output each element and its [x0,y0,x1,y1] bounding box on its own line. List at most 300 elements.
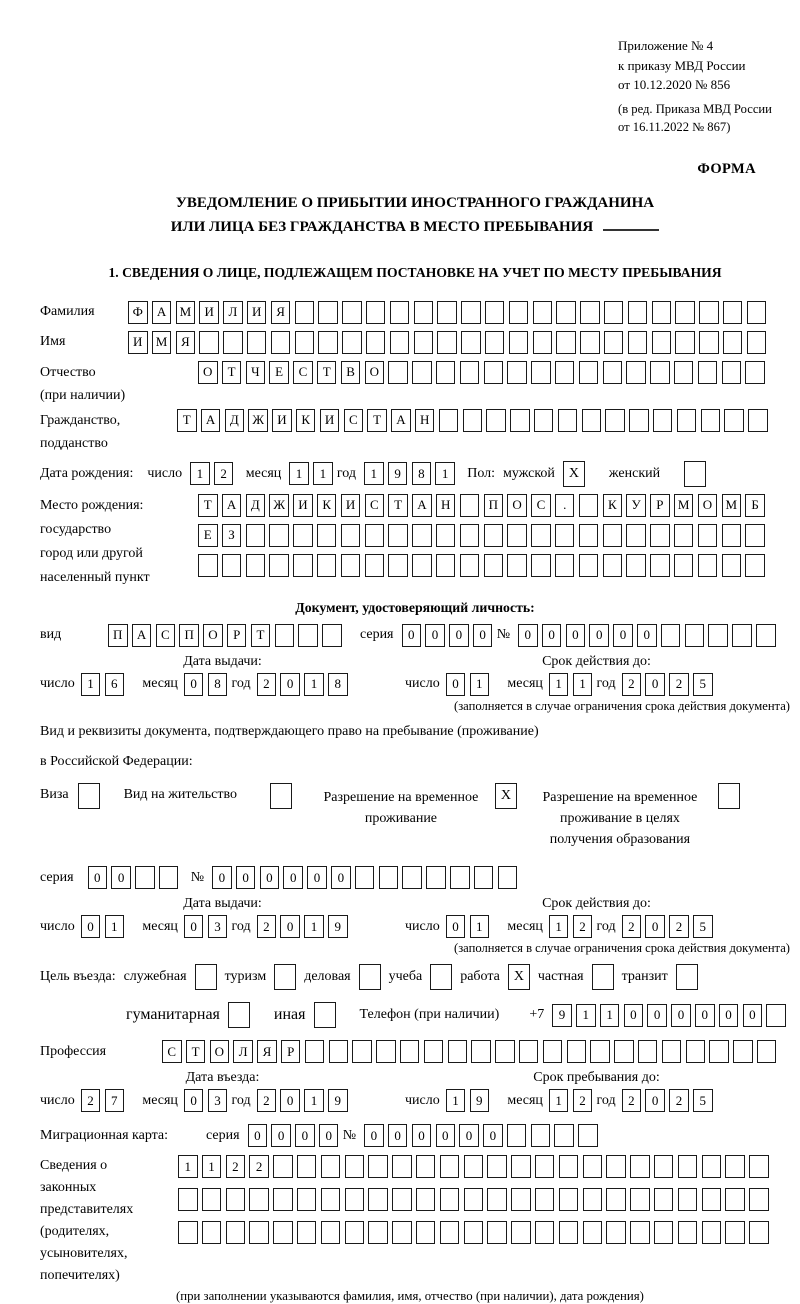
char-cell[interactable] [388,554,408,577]
char-cell[interactable]: Т [388,494,408,517]
char-cell[interactable] [298,624,318,647]
char-cell[interactable] [269,524,289,547]
char-cell[interactable] [365,554,385,577]
char-cell[interactable]: О [203,624,223,647]
char-cell[interactable] [629,409,649,432]
char-cell[interactable] [222,554,242,577]
char-cell[interactable] [400,1040,420,1063]
char-cell[interactable] [675,301,695,324]
char-cell[interactable]: 0 [695,1004,715,1027]
char-cell[interactable] [766,1004,786,1027]
transit-checkbox[interactable] [676,964,698,990]
residence-permit-checkbox[interactable] [270,783,292,809]
char-cell[interactable] [273,1221,293,1244]
char-cell[interactable] [392,1221,412,1244]
char-cell[interactable]: Л [233,1040,253,1063]
char-cell[interactable] [614,1040,634,1063]
char-cell[interactable]: 2 [622,1089,642,1112]
char-cell[interactable]: 1 [549,673,569,696]
char-cell[interactable]: 0 [425,624,445,647]
char-cell[interactable]: О [210,1040,230,1063]
char-cell[interactable] [345,1188,365,1211]
char-cell[interactable]: 0 [184,915,204,938]
char-cell[interactable] [390,331,410,354]
char-cell[interactable]: С [156,624,176,647]
char-cell[interactable]: 0 [542,624,562,647]
char-cell[interactable]: 0 [645,1089,665,1112]
char-cell[interactable]: 0 [271,1124,291,1147]
char-cell[interactable] [678,1188,698,1211]
char-cell[interactable] [583,1155,603,1178]
char-cell[interactable] [678,1221,698,1244]
char-cell[interactable]: И [199,301,219,324]
char-cell[interactable]: 0 [184,1089,204,1112]
char-cell[interactable] [436,554,456,577]
char-cell[interactable] [341,524,361,547]
char-cell[interactable]: 0 [645,673,665,696]
char-cell[interactable] [606,1221,626,1244]
char-cell[interactable] [461,331,481,354]
char-cell[interactable] [487,1155,507,1178]
char-cell[interactable] [507,524,527,547]
char-cell[interactable]: 8 [328,673,348,696]
char-cell[interactable]: 1 [178,1155,198,1178]
char-cell[interactable] [699,331,719,354]
study-checkbox[interactable] [430,964,452,990]
char-cell[interactable] [604,301,624,324]
char-cell[interactable]: О [198,361,218,384]
char-cell[interactable]: 2 [622,673,642,696]
business-checkbox[interactable] [359,964,381,990]
char-cell[interactable]: П [108,624,128,647]
char-cell[interactable] [507,554,527,577]
char-cell[interactable] [368,1188,388,1211]
char-cell[interactable] [579,494,599,517]
char-cell[interactable] [355,866,375,889]
char-cell[interactable] [416,1155,436,1178]
char-cell[interactable] [723,301,743,324]
char-cell[interactable]: 2 [573,915,593,938]
char-cell[interactable] [318,301,338,324]
char-cell[interactable] [698,554,718,577]
char-cell[interactable] [485,331,505,354]
char-cell[interactable] [509,331,529,354]
char-cell[interactable]: 5 [693,673,713,696]
char-cell[interactable] [638,1040,658,1063]
char-cell[interactable]: 1 [304,915,324,938]
temp-residence-checkbox[interactable]: X [495,783,517,809]
char-cell[interactable] [271,331,291,354]
char-cell[interactable]: М [176,301,196,324]
char-cell[interactable] [440,1188,460,1211]
char-cell[interactable] [295,331,315,354]
char-cell[interactable]: Т [177,409,197,432]
char-cell[interactable]: Е [198,524,218,547]
char-cell[interactable]: К [296,409,316,432]
char-cell[interactable] [757,1040,777,1063]
char-cell[interactable]: 0 [331,866,351,889]
char-cell[interactable]: Б [745,494,765,517]
char-cell[interactable] [321,1188,341,1211]
char-cell[interactable] [511,1188,531,1211]
char-cell[interactable]: 0 [637,624,657,647]
char-cell[interactable]: 0 [280,1089,300,1112]
char-cell[interactable] [390,301,410,324]
char-cell[interactable] [626,554,646,577]
char-cell[interactable] [464,1188,484,1211]
char-cell[interactable] [424,1040,444,1063]
char-cell[interactable]: 0 [624,1004,644,1027]
char-cell[interactable] [555,361,575,384]
char-cell[interactable] [487,1188,507,1211]
char-cell[interactable]: А [412,494,432,517]
char-cell[interactable] [474,866,494,889]
char-cell[interactable]: 1 [470,915,490,938]
char-cell[interactable]: 0 [248,1124,268,1147]
char-cell[interactable] [178,1188,198,1211]
char-cell[interactable]: 1 [202,1155,222,1178]
char-cell[interactable]: Д [246,494,266,517]
char-cell[interactable] [626,524,646,547]
char-cell[interactable] [426,866,446,889]
char-cell[interactable] [580,301,600,324]
char-cell[interactable]: 0 [647,1004,667,1027]
char-cell[interactable]: 1 [304,673,324,696]
char-cell[interactable] [305,1040,325,1063]
char-cell[interactable] [275,624,295,647]
char-cell[interactable] [533,301,553,324]
char-cell[interactable]: Ч [246,361,266,384]
char-cell[interactable] [590,1040,610,1063]
char-cell[interactable] [535,1221,555,1244]
char-cell[interactable] [293,554,313,577]
char-cell[interactable] [604,331,624,354]
char-cell[interactable] [745,554,765,577]
char-cell[interactable] [322,624,342,647]
char-cell[interactable] [724,409,744,432]
char-cell[interactable] [440,1155,460,1178]
char-cell[interactable] [510,409,530,432]
char-cell[interactable] [485,301,505,324]
char-cell[interactable]: 0 [307,866,327,889]
char-cell[interactable]: 1 [600,1004,620,1027]
char-cell[interactable] [461,301,481,324]
char-cell[interactable] [732,624,752,647]
char-cell[interactable] [342,301,362,324]
char-cell[interactable]: Р [281,1040,301,1063]
char-cell[interactable] [606,1155,626,1178]
char-cell[interactable] [392,1155,412,1178]
char-cell[interactable] [578,1124,598,1147]
char-cell[interactable] [603,361,623,384]
char-cell[interactable] [329,1040,349,1063]
char-cell[interactable] [650,361,670,384]
char-cell[interactable]: Н [436,494,456,517]
char-cell[interactable] [725,1221,745,1244]
char-cell[interactable]: 0 [412,1124,432,1147]
char-cell[interactable] [699,301,719,324]
char-cell[interactable] [507,361,527,384]
char-cell[interactable]: 0 [446,673,466,696]
char-cell[interactable] [531,361,551,384]
char-cell[interactable] [297,1221,317,1244]
char-cell[interactable] [246,554,266,577]
char-cell[interactable] [606,1188,626,1211]
char-cell[interactable] [675,331,695,354]
char-cell[interactable] [345,1155,365,1178]
char-cell[interactable]: 3 [208,1089,228,1112]
char-cell[interactable]: 1 [549,915,569,938]
visa-checkbox[interactable] [78,783,100,809]
char-cell[interactable] [317,524,337,547]
female-checkbox[interactable] [684,461,706,487]
char-cell[interactable] [436,524,456,547]
char-cell[interactable]: 9 [328,1089,348,1112]
char-cell[interactable] [498,866,518,889]
char-cell[interactable] [580,331,600,354]
char-cell[interactable]: 0 [459,1124,479,1147]
char-cell[interactable]: 0 [111,866,131,889]
char-cell[interactable]: 1 [364,462,384,485]
char-cell[interactable]: С [344,409,364,432]
char-cell[interactable] [437,301,457,324]
char-cell[interactable]: К [317,494,337,517]
char-cell[interactable]: С [162,1040,182,1063]
char-cell[interactable] [654,1221,674,1244]
char-cell[interactable]: Л [223,301,243,324]
char-cell[interactable] [662,1040,682,1063]
char-cell[interactable] [685,624,705,647]
char-cell[interactable] [226,1188,246,1211]
char-cell[interactable] [628,301,648,324]
char-cell[interactable]: Е [269,361,289,384]
char-cell[interactable] [556,331,576,354]
char-cell[interactable]: 1 [576,1004,596,1027]
char-cell[interactable] [630,1188,650,1211]
char-cell[interactable]: 2 [257,673,277,696]
char-cell[interactable]: 0 [280,673,300,696]
private-checkbox[interactable] [592,964,614,990]
char-cell[interactable] [722,554,742,577]
char-cell[interactable] [471,1040,491,1063]
char-cell[interactable]: 3 [208,915,228,938]
char-cell[interactable]: 1 [549,1089,569,1112]
char-cell[interactable] [702,1221,722,1244]
char-cell[interactable]: 0 [388,1124,408,1147]
char-cell[interactable] [535,1188,555,1211]
char-cell[interactable] [388,361,408,384]
char-cell[interactable]: И [247,301,267,324]
temp-residence-education-checkbox[interactable] [718,783,740,809]
char-cell[interactable] [135,866,155,889]
char-cell[interactable]: Т [186,1040,206,1063]
char-cell[interactable]: 1 [190,462,210,485]
char-cell[interactable]: 0 [283,866,303,889]
char-cell[interactable]: 0 [436,1124,456,1147]
char-cell[interactable] [533,331,553,354]
char-cell[interactable]: 0 [295,1124,315,1147]
char-cell[interactable] [198,554,218,577]
char-cell[interactable] [223,331,243,354]
char-cell[interactable] [603,554,623,577]
char-cell[interactable] [246,524,266,547]
char-cell[interactable]: 0 [319,1124,339,1147]
char-cell[interactable] [653,409,673,432]
char-cell[interactable] [159,866,179,889]
char-cell[interactable] [567,1040,587,1063]
char-cell[interactable] [722,524,742,547]
char-cell[interactable]: С [365,494,385,517]
char-cell[interactable]: 0 [364,1124,384,1147]
char-cell[interactable] [321,1221,341,1244]
char-cell[interactable] [652,331,672,354]
char-cell[interactable] [402,866,422,889]
char-cell[interactable] [379,866,399,889]
tourism-checkbox[interactable] [274,964,296,990]
char-cell[interactable] [678,1155,698,1178]
char-cell[interactable] [630,1155,650,1178]
char-cell[interactable] [460,361,480,384]
char-cell[interactable]: М [722,494,742,517]
char-cell[interactable]: С [531,494,551,517]
char-cell[interactable] [412,554,432,577]
char-cell[interactable] [559,1221,579,1244]
char-cell[interactable]: С [293,361,313,384]
char-cell[interactable] [630,1221,650,1244]
char-cell[interactable]: 9 [388,462,408,485]
char-cell[interactable] [559,1188,579,1211]
char-cell[interactable]: . [555,494,575,517]
char-cell[interactable]: Т [367,409,387,432]
char-cell[interactable] [345,1221,365,1244]
char-cell[interactable]: 2 [249,1155,269,1178]
char-cell[interactable] [460,494,480,517]
char-cell[interactable] [555,524,575,547]
char-cell[interactable]: 1 [81,673,101,696]
char-cell[interactable]: И [293,494,313,517]
char-cell[interactable] [376,1040,396,1063]
char-cell[interactable] [368,1221,388,1244]
char-cell[interactable]: 1 [313,462,333,485]
char-cell[interactable]: 0 [184,673,204,696]
char-cell[interactable]: К [603,494,623,517]
char-cell[interactable] [414,331,434,354]
char-cell[interactable]: У [626,494,646,517]
char-cell[interactable]: 0 [671,1004,691,1027]
char-cell[interactable] [273,1155,293,1178]
char-cell[interactable]: И [128,331,148,354]
char-cell[interactable] [749,1221,769,1244]
char-cell[interactable]: 8 [412,462,432,485]
char-cell[interactable] [273,1188,293,1211]
char-cell[interactable]: 2 [226,1155,246,1178]
char-cell[interactable]: 1 [289,462,309,485]
char-cell[interactable]: Т [222,361,242,384]
char-cell[interactable] [698,361,718,384]
char-cell[interactable]: Ж [269,494,289,517]
char-cell[interactable]: Я [176,331,196,354]
char-cell[interactable]: Т [251,624,271,647]
char-cell[interactable]: 0 [589,624,609,647]
humanitarian-checkbox[interactable] [228,1002,250,1028]
char-cell[interactable] [725,1188,745,1211]
char-cell[interactable] [412,524,432,547]
char-cell[interactable]: И [320,409,340,432]
char-cell[interactable] [543,1040,563,1063]
char-cell[interactable] [579,361,599,384]
char-cell[interactable] [199,331,219,354]
char-cell[interactable]: 2 [622,915,642,938]
char-cell[interactable]: Ж [248,409,268,432]
char-cell[interactable] [247,331,267,354]
char-cell[interactable]: И [272,409,292,432]
char-cell[interactable]: 9 [552,1004,572,1027]
char-cell[interactable] [436,361,456,384]
char-cell[interactable] [747,301,767,324]
char-cell[interactable]: З [222,524,242,547]
char-cell[interactable]: М [674,494,694,517]
char-cell[interactable] [531,554,551,577]
char-cell[interactable]: А [201,409,221,432]
char-cell[interactable]: 0 [719,1004,739,1027]
char-cell[interactable] [202,1221,222,1244]
char-cell[interactable] [365,524,385,547]
char-cell[interactable]: Н [415,409,435,432]
char-cell[interactable]: 5 [693,915,713,938]
char-cell[interactable] [708,624,728,647]
char-cell[interactable]: 2 [669,1089,689,1112]
char-cell[interactable] [293,524,313,547]
char-cell[interactable]: Д [225,409,245,432]
char-cell[interactable]: Р [227,624,247,647]
char-cell[interactable]: П [179,624,199,647]
char-cell[interactable]: 0 [449,624,469,647]
char-cell[interactable] [698,524,718,547]
char-cell[interactable] [723,331,743,354]
char-cell[interactable]: Я [257,1040,277,1063]
char-cell[interactable]: Я [271,301,291,324]
char-cell[interactable] [554,1124,574,1147]
char-cell[interactable] [519,1040,539,1063]
char-cell[interactable] [414,301,434,324]
char-cell[interactable]: 2 [81,1089,101,1112]
char-cell[interactable] [626,361,646,384]
char-cell[interactable] [579,554,599,577]
char-cell[interactable] [674,554,694,577]
char-cell[interactable]: 0 [566,624,586,647]
char-cell[interactable] [352,1040,372,1063]
char-cell[interactable] [366,331,386,354]
char-cell[interactable]: 0 [446,915,466,938]
char-cell[interactable] [702,1188,722,1211]
char-cell[interactable] [318,331,338,354]
char-cell[interactable] [448,1040,468,1063]
char-cell[interactable] [341,554,361,577]
char-cell[interactable] [583,1221,603,1244]
char-cell[interactable] [437,331,457,354]
char-cell[interactable] [321,1155,341,1178]
char-cell[interactable] [511,1155,531,1178]
char-cell[interactable] [749,1155,769,1178]
char-cell[interactable]: А [391,409,411,432]
char-cell[interactable] [460,524,480,547]
char-cell[interactable]: 2 [669,915,689,938]
char-cell[interactable] [702,1155,722,1178]
char-cell[interactable]: П [484,494,504,517]
char-cell[interactable] [249,1221,269,1244]
char-cell[interactable] [661,624,681,647]
char-cell[interactable] [535,1155,555,1178]
